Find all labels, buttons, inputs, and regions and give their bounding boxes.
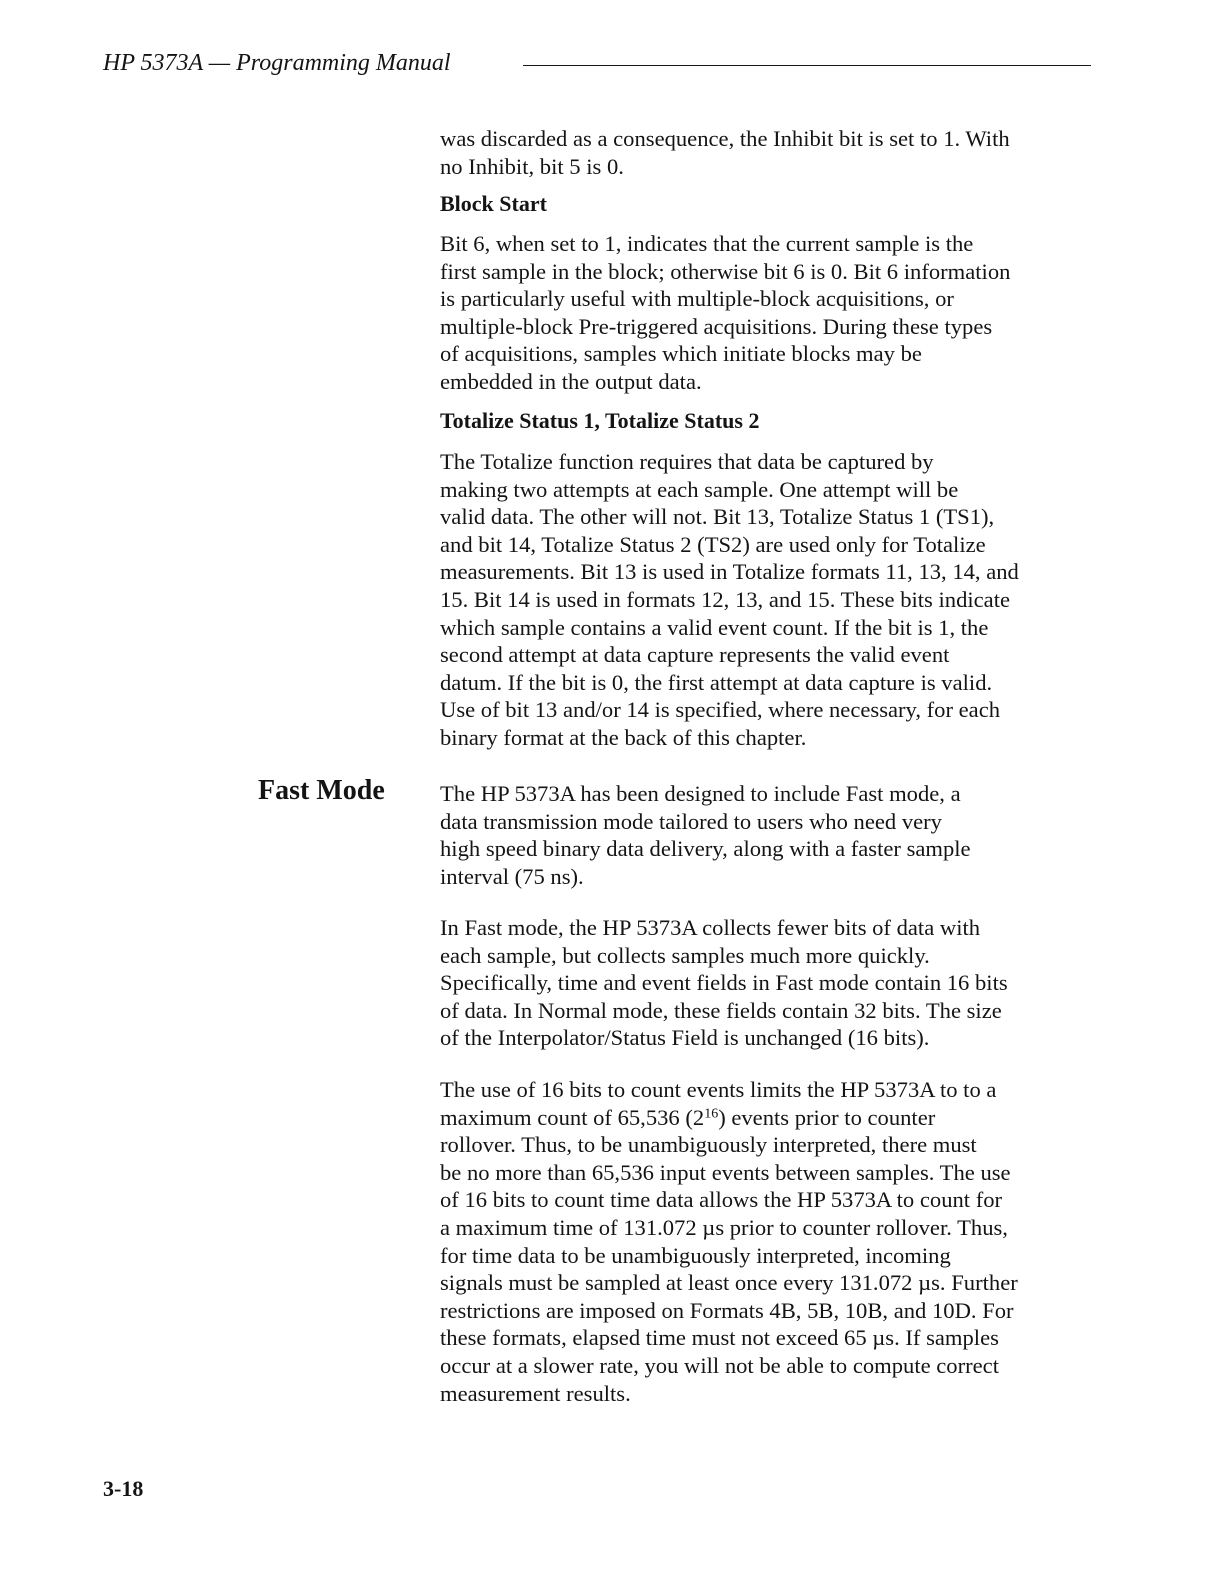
text-line: In Fast mode, the HP 5373A collects fewer bits of data with [440, 915, 981, 940]
text-line: was discarded as a consequence, the Inhibit bit is set to 1. With [440, 126, 1010, 151]
text-line: occur at a slower rate, you will not be able to compute correct [440, 1352, 999, 1378]
continuation-paragraph [440, 125, 1106, 180]
text-line: Bit 6, when set to 1, indicates that the current sample is the [440, 231, 974, 256]
header-rule [523, 65, 1091, 66]
text-line: which sample contains a valid event count. If the bit is 1, the [440, 614, 989, 640]
text-line: making two attempts at each sample. One attempt will be [440, 476, 959, 502]
text-line: of the Interpolator/Status Field is unchanged (16 bits). [440, 1025, 930, 1051]
text-line: Specifically, time and event fields in Fast mode contain 16 bits [440, 970, 1008, 996]
text-line: each sample, but collects samples much more quickly. [440, 942, 930, 968]
text-line: The use of 16 bits to count events limits the HP 5373A to to a [440, 1077, 997, 1102]
fast-mode-paragraph-3 [440, 1076, 1106, 1407]
text-segment: maximum count of 65,536 (2 [440, 1104, 705, 1130]
text-line: and bit 14, Totalize Status 2 (TS2) are used only for Totalize [440, 531, 986, 557]
text-line: first sample in the block; otherwise bit 6 is 0. Bit 6 information [440, 258, 1011, 284]
fast-mode-paragraph-1 [440, 780, 1106, 890]
text-line: of acquisitions, samples which initiate blocks may be [440, 341, 922, 367]
text-line [440, 1104, 1106, 1132]
text-line: be no more than 65,536 input events between samples. The use [440, 1159, 1011, 1185]
block-start-heading: Block Start [440, 191, 547, 216]
text-line: is particularly useful with multiple-block acquisitions, or [440, 286, 954, 312]
text-line: The HP 5373A has been designed to include Fast mode, a [440, 781, 961, 806]
page-header [103, 48, 1091, 80]
text-line: of data. In Normal mode, these fields contain 32 bits. The size [440, 997, 1002, 1023]
totalize-status-paragraph [440, 448, 1106, 752]
totalize-status-heading: Totalize Status 1, Totalize Status 2 [440, 408, 760, 433]
fast-mode-heading: Fast Mode [258, 775, 385, 806]
text-line: interval (75 ns). [440, 863, 584, 889]
text-line: a maximum time of 131.072 µs prior to counter rollover. Thus, [440, 1214, 1008, 1240]
text-line: for time data to be unambiguously interpreted, incoming [440, 1242, 951, 1268]
text-line: multiple-block Pre-triggered acquisitions. During these types [440, 313, 993, 339]
text-line: Use of bit 13 and/or 14 is specified, where necessary, for each [440, 697, 1001, 723]
text-line: binary format at the back of this chapter. [440, 724, 807, 750]
text-line: signals must be sampled at least once every 131.072 µs. Further [440, 1270, 1018, 1296]
text-line: high speed binary data delivery, along with a faster sample [440, 836, 971, 862]
text-line: embedded in the output data. [440, 368, 702, 394]
text-line: data transmission mode tailored to users who need very [440, 808, 942, 834]
text-line: rollover. Thus, to be unambiguously interpreted, there must [440, 1132, 977, 1158]
manual-title: HP 5373A — Programming Manual [103, 50, 451, 76]
superscript-exponent: 16 [704, 1105, 719, 1121]
text-line: second attempt at data capture represents the valid event [440, 642, 950, 668]
block-start-paragraph [440, 230, 1106, 396]
text-line: these formats, elapsed time must not exceed 65 µs. If samples [440, 1325, 999, 1351]
text-line: valid data. The other will not. Bit 13, Totalize Status 1 (TS1), [440, 504, 995, 530]
text-segment: ) events prior to counter [718, 1104, 936, 1130]
text-line: no Inhibit, bit 5 is 0. [440, 153, 624, 179]
text-line: restrictions are imposed on Formats 4B, 5B, 10B, and 10D. For [440, 1297, 1014, 1323]
fast-mode-paragraph-2 [440, 914, 1106, 1052]
text-line: The Totalize function requires that data be captured by [440, 449, 934, 474]
text-line: of 16 bits to count time data allows the HP 5373A to count for [440, 1187, 1003, 1213]
text-line: datum. If the bit is 0, the first attempt at data capture is valid. [440, 669, 993, 695]
page-number: 3-18 [103, 1476, 144, 1501]
text-line: 15. Bit 14 is used in formats 12, 13, and 15. These bits indicate [440, 586, 1011, 612]
text-line: measurement results. [440, 1380, 631, 1406]
text-line: measurements. Bit 13 is used in Totalize formats 11, 13, 14, and [440, 559, 1019, 585]
